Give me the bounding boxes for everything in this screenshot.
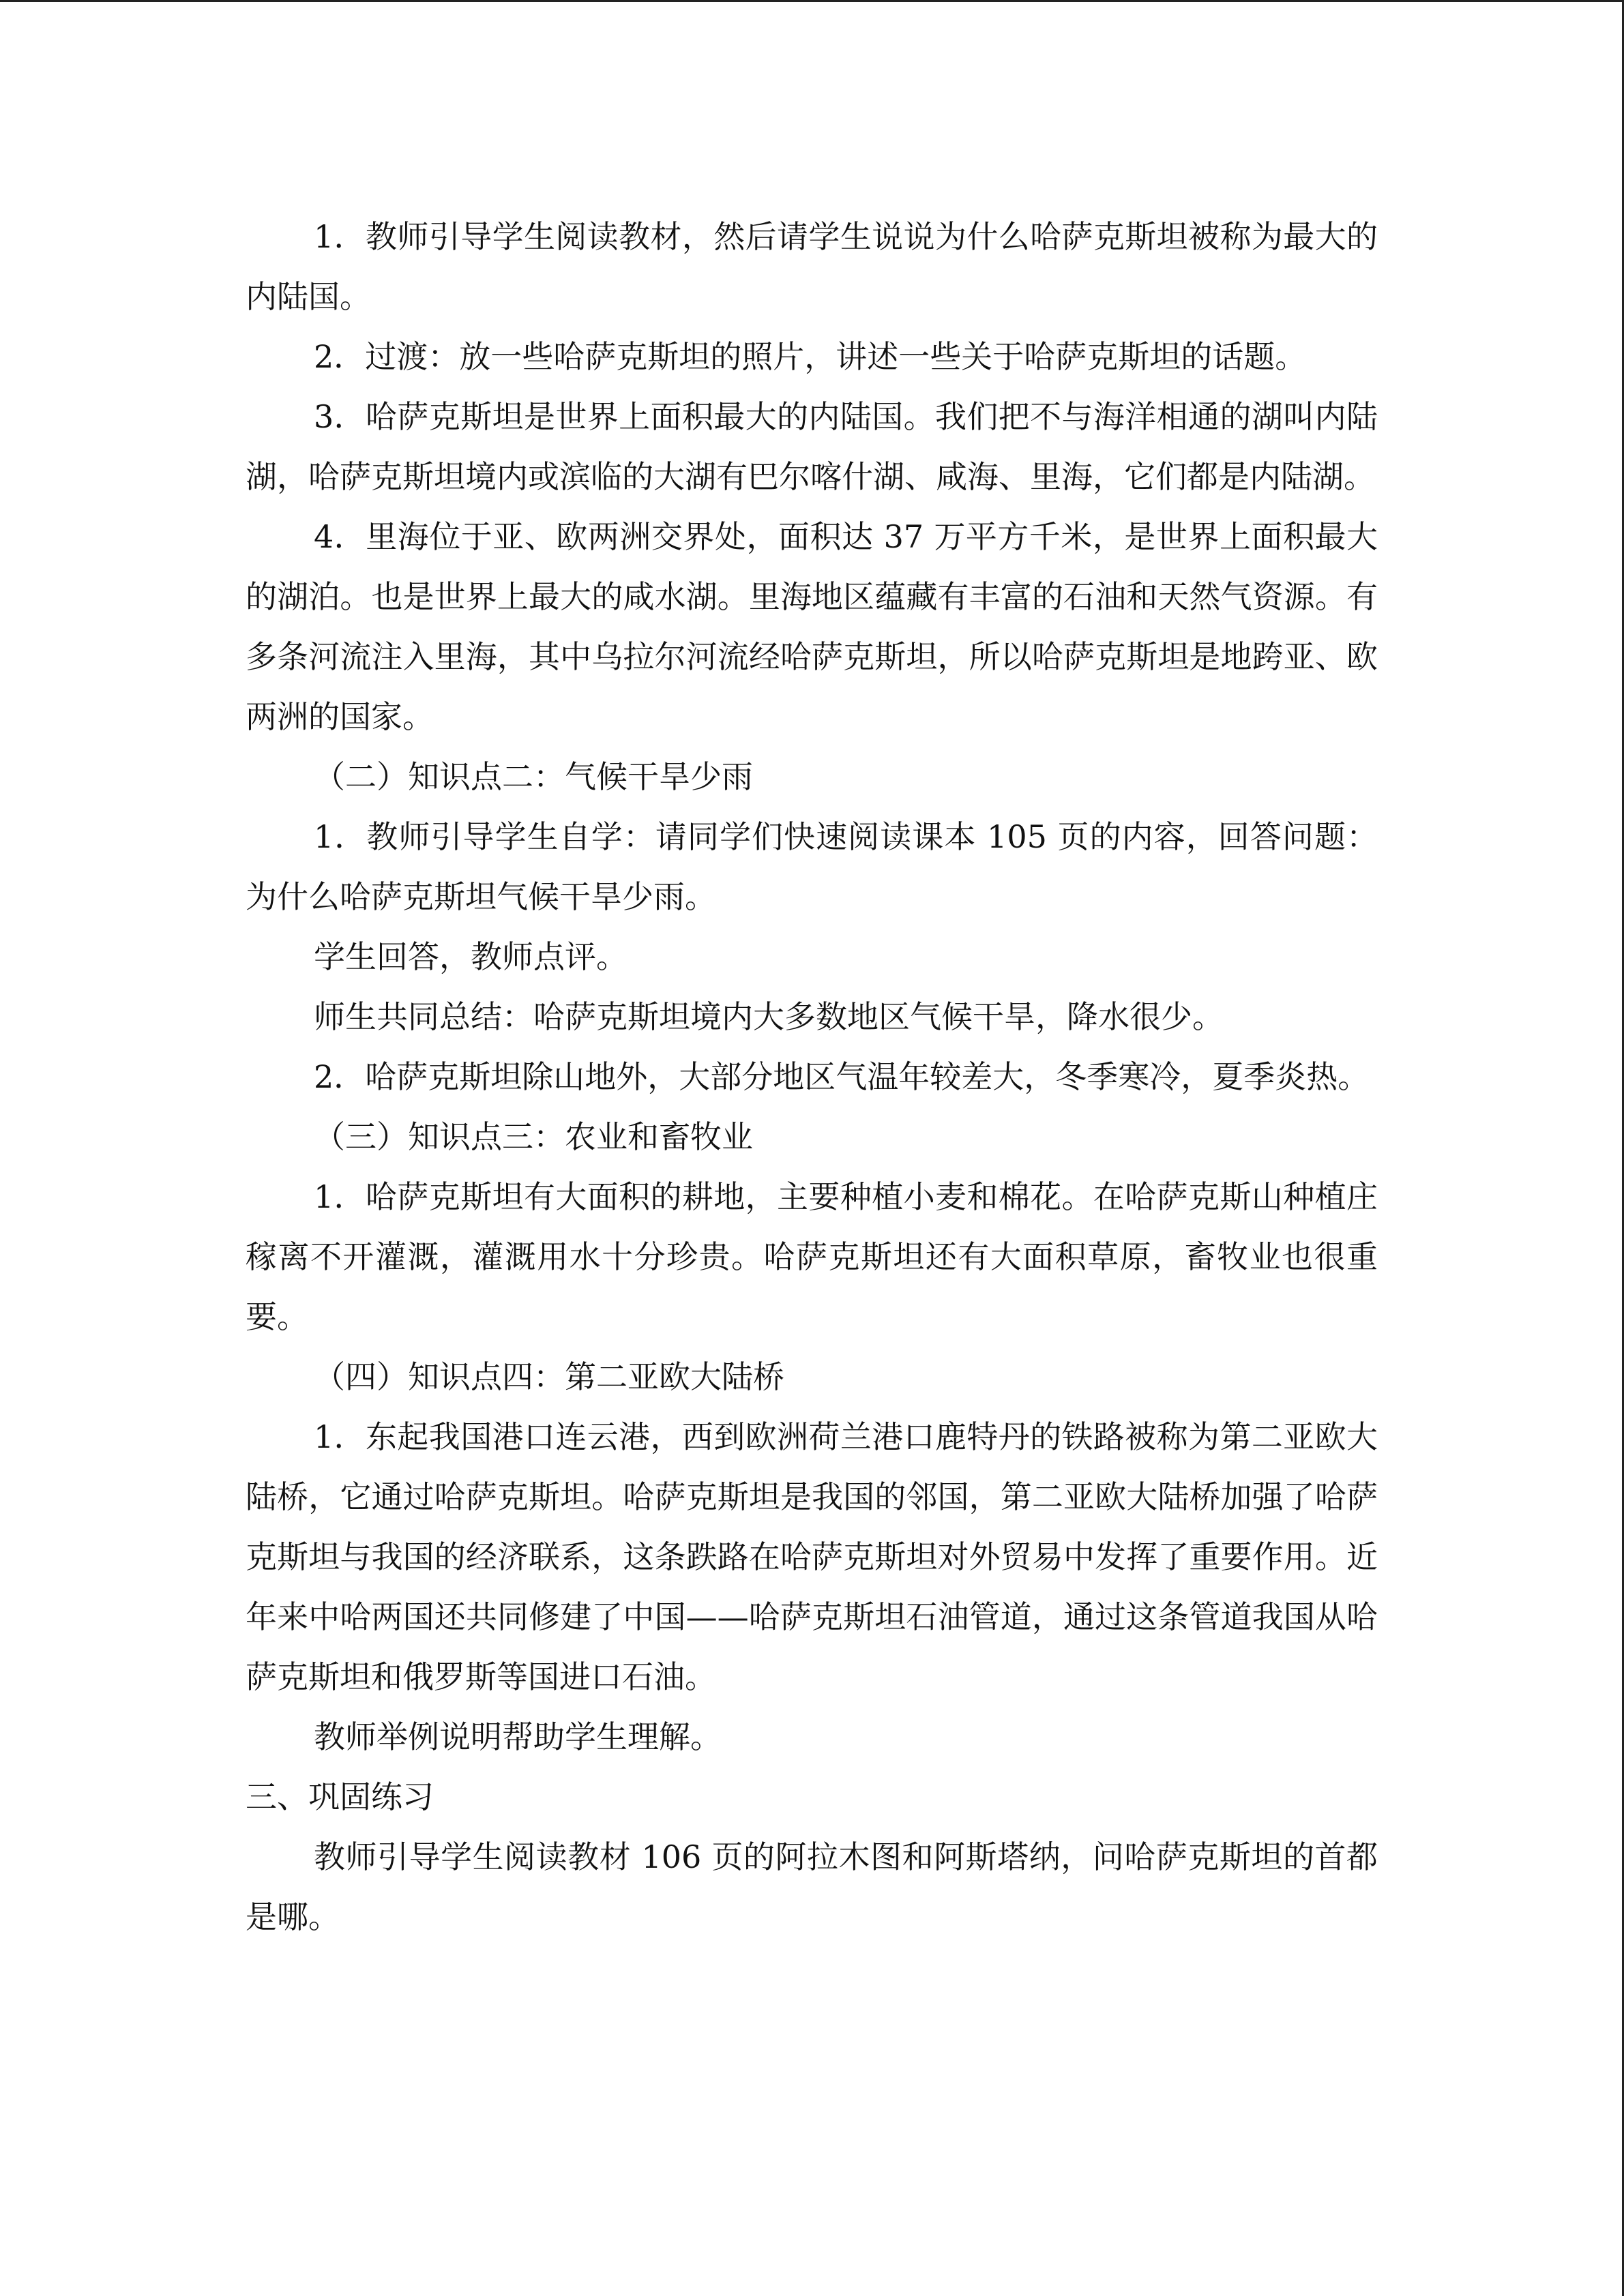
section-heading-agriculture: （三）知识点三：农业和畜牧业 xyxy=(314,1118,753,1155)
section-heading-climate: （二）知识点二：气候干旱少雨 xyxy=(314,758,753,795)
paragraph-transition: 2．过渡：放一些哈萨克斯坦的照片，讲述一些关于哈萨克斯坦的话题。 xyxy=(314,338,1307,375)
paragraph-land-bridge: 1．东起我国港口连云港，西到欧洲荷兰港口鹿特丹的铁路被称为第二亚欧大陆桥，它通过哈萨克斯坦。哈萨克斯坦是我国的邻国，第二亚欧大陆桥加强了哈萨克斯坦与我国的经济联系，这条跌路在哈萨克斯坦对外贸易中发挥了重要作用。近年来中哈两国还共同修建了中国——哈萨克斯坦石油管道，通过这条管道我国从哈萨克斯坦和俄罗斯等国进口石油。 xyxy=(246,1418,1378,1695)
paragraph-self-study: 1．教师引导学生自学：请同学们快速阅读课本 105 页的内容，回答问题：为什么哈萨克斯坦气候干旱少雨。 xyxy=(246,818,1378,915)
paragraph-reading-guide: 1．教师引导学生阅读教材，然后请学生说说为什么哈萨克斯坦被称为最大的内陆国。 xyxy=(246,218,1378,315)
paragraph-farmland: 1．哈萨克斯坦有大面积的耕地，主要种植小麦和棉花。在哈萨克斯山种植庄稼离不开灌溉，灌溉用水十分珍贵。哈萨克斯坦还有大面积草原，畜牧业也很重要。 xyxy=(246,1178,1378,1335)
paragraph-temperature: 2．哈萨克斯坦除山地外，大部分地区气温年较差大，冬季寒冷，夏季炎热。 xyxy=(314,1058,1370,1095)
section-heading-practice: 三、巩固练习 xyxy=(246,1778,434,1815)
paragraph-inland-lakes: 3．哈萨克斯坦是世界上面积最大的内陆国。我们把不与海洋相通的湖叫内陆湖，哈萨克斯坦境内或滨临的大湖有巴尔喀什湖、咸海、里海，它们都是内陆湖。 xyxy=(246,398,1378,495)
paragraph-student-answer: 学生回答，教师点评。 xyxy=(314,938,628,975)
paragraph-summary: 师生共同总结：哈萨克斯坦境内大多数地区气候干旱，降水很少。 xyxy=(314,998,1224,1035)
paragraph-caspian-sea: 4．里海位于亚、欧两洲交界处，面积达 37 万平方千米，是世界上面积最大的湖泊。也是世界上最大的咸水湖。里海地区蕴藏有丰富的石油和天然气资源。有多条河流注入里海，其中乌拉尔河流经哈萨克斯坦，所以哈萨克斯坦是地跨亚、欧两洲的国家。 xyxy=(246,518,1378,735)
document-body xyxy=(246,207,1378,1947)
section-heading-land-bridge: （四）知识点四：第二亚欧大陆桥 xyxy=(314,1358,784,1395)
paragraph-capital-question: 教师引导学生阅读教材 106 页的阿拉木图和阿斯塔纳，问哈萨克斯坦的首都是哪。 xyxy=(246,1838,1378,1935)
paragraph-teacher-example: 教师举例说明帮助学生理解。 xyxy=(314,1718,722,1755)
